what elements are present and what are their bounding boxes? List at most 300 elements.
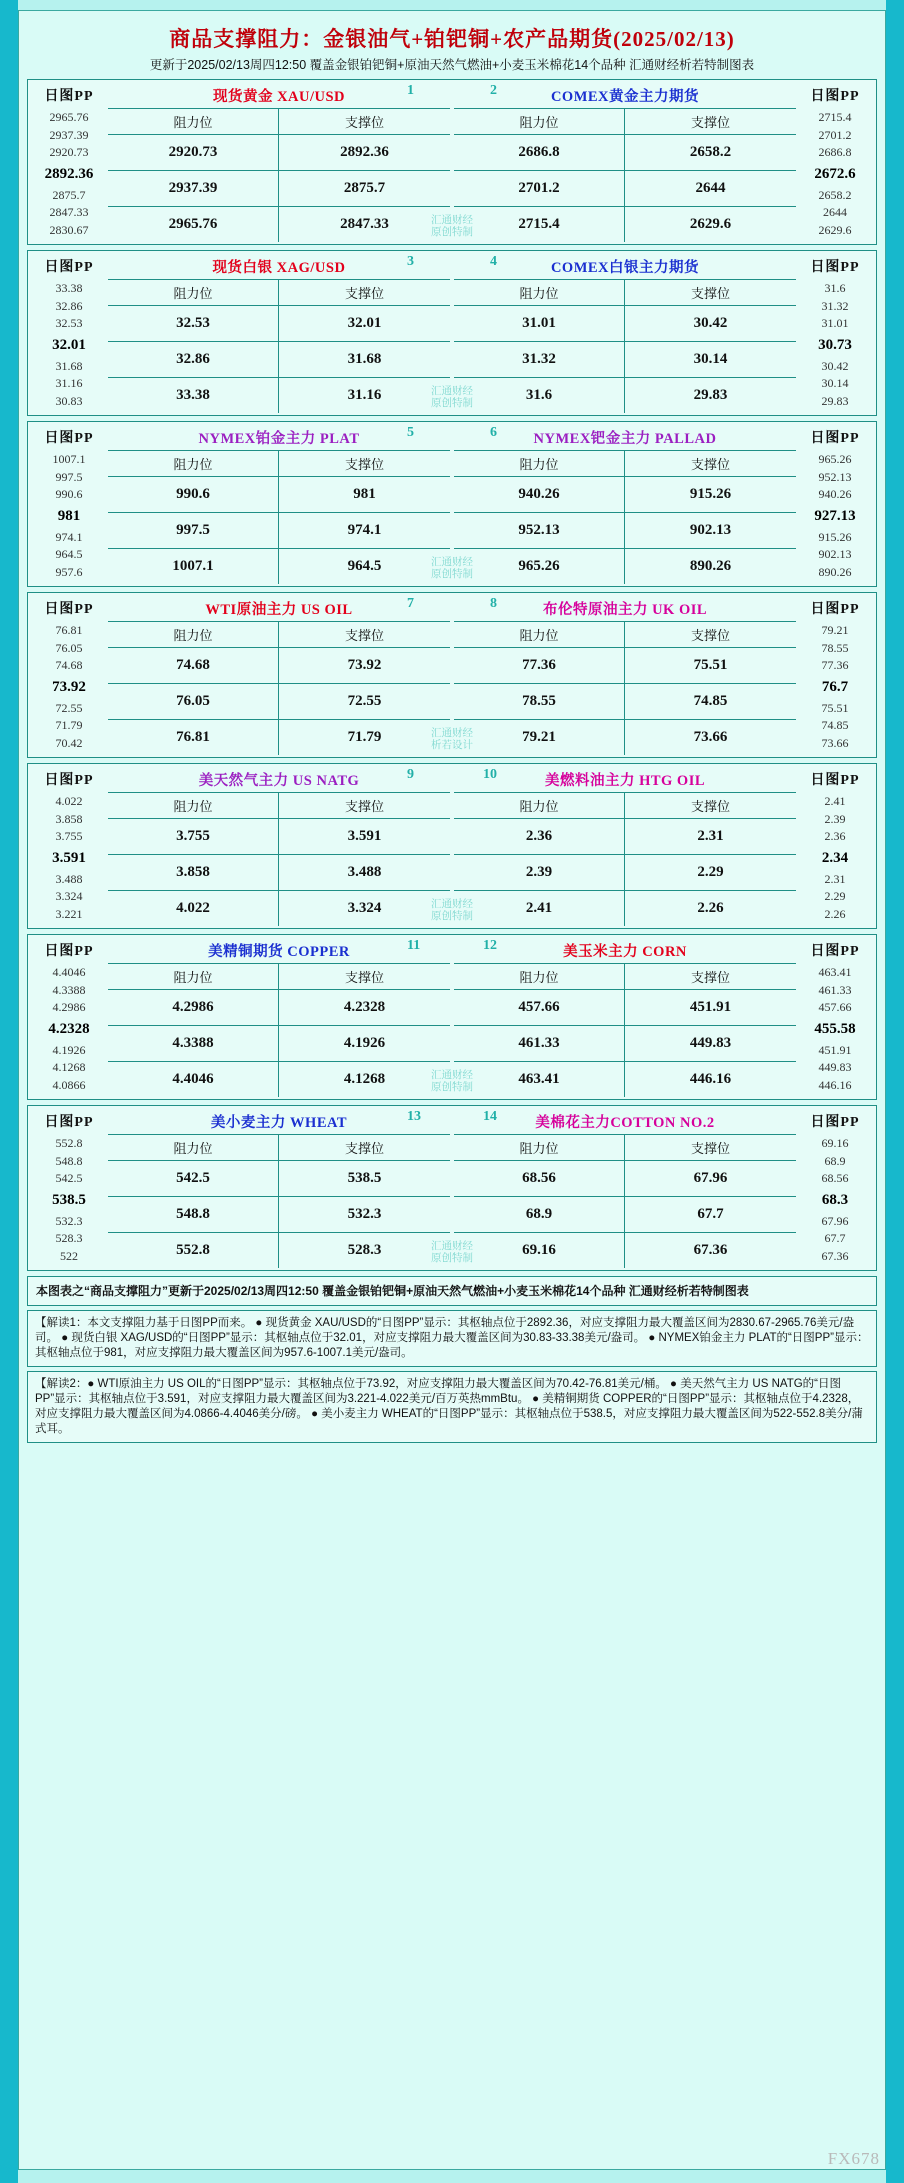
pivot-level-value: 964.5: [55, 547, 83, 562]
support-value: 915.26: [689, 486, 732, 502]
instrument-panel: [28, 935, 452, 1099]
resistance-value: 997.5: [108, 513, 279, 548]
pivot-level-value: 4.0866: [52, 1077, 86, 1092]
instrument-name: 美小麦主力 WHEAT: [210, 1114, 348, 1131]
panel-index: 13: [407, 1109, 421, 1124]
support-value: 2644: [695, 180, 726, 196]
table-row: [108, 719, 450, 755]
pivot-level-value: 2.29: [824, 889, 846, 904]
levels-table: [454, 108, 796, 242]
resistance-value: 77.36: [454, 648, 625, 683]
pivot-levels-column: [30, 1134, 108, 1268]
pivot-level-value: 4.1926: [52, 1042, 86, 1057]
panel-index: 9: [407, 767, 414, 782]
pivot-level-value: 1007.1: [52, 452, 86, 466]
pivot-level-value: 451.91: [818, 1042, 852, 1057]
table-row: [108, 134, 450, 170]
pivot-level-value: 31.6: [824, 281, 846, 295]
pivot-level-value: 4.3388: [52, 982, 86, 997]
pivot-level-value: 2847.33: [49, 205, 89, 220]
watermark: 汇通财经 析若设计: [431, 727, 473, 751]
pivot-level-value: 457.66: [818, 1000, 852, 1015]
pivot-point-value: 981: [57, 507, 81, 524]
pivot-level-value: 552.8: [55, 1136, 83, 1150]
pp-label: 日图PP: [44, 944, 94, 959]
support-value: 890.26: [689, 558, 732, 574]
pivot-level-value: 78.55: [821, 640, 849, 655]
column-header-support: 支撑位: [690, 286, 730, 301]
resistance-value: 1007.1: [108, 549, 279, 584]
table-header-row: [108, 621, 450, 647]
pivot-point-value: 4.2328: [48, 1020, 90, 1037]
table-header-row: [454, 108, 796, 134]
instrument-name: 现货白银 XAG/USD: [212, 259, 346, 276]
resistance-value: 463.41: [454, 1062, 625, 1097]
pivot-level-value: 965.26: [818, 452, 852, 466]
pivot-levels-column: [796, 621, 874, 755]
table-row: [454, 818, 796, 854]
table-header-row: [454, 621, 796, 647]
column-header-support: 支撑位: [690, 628, 730, 643]
resistance-value: 2.39: [454, 855, 625, 890]
support-value: 532.3: [347, 1206, 382, 1222]
resistance-value: 552.8: [108, 1233, 279, 1268]
table-header-row: [454, 963, 796, 989]
table-header-row: [108, 108, 450, 134]
watermark: 汇通财经 原创特制: [431, 1240, 473, 1264]
resistance-value: 4.022: [108, 891, 279, 926]
pivot-level-value: 3.858: [55, 811, 83, 826]
support-value: 3.488: [347, 864, 382, 880]
resistance-value: 76.81: [108, 720, 279, 755]
column-header-support: 支撑位: [344, 115, 384, 130]
column-header-resistance: 阻力位: [454, 964, 625, 989]
support-value: 75.51: [693, 657, 728, 673]
levels-table: [454, 1134, 796, 1268]
pivot-point-value: 538.5: [52, 1191, 86, 1208]
table-row: [108, 647, 450, 683]
resistance-value: 4.2986: [108, 990, 279, 1025]
table-row: [454, 1061, 796, 1097]
table-row: [108, 854, 450, 890]
pivot-level-value: 532.3: [55, 1213, 83, 1228]
resistance-value: 3.858: [108, 855, 279, 890]
pivot-level-value: 2937.39: [49, 127, 89, 142]
column-header-support: 支撑位: [344, 628, 384, 643]
page-subtitle: 更新于2025/02/13周四12:50 覆盖金银铂钯铜+原油天然气燃油+小麦玉米棉花14个品种 汇通财经析若特制图表: [149, 58, 755, 72]
table-header-row: [454, 279, 796, 305]
support-value: 73.92: [347, 657, 382, 673]
table-row: [108, 476, 450, 512]
table-row: [108, 1196, 450, 1232]
instrument-panel: [28, 251, 452, 415]
panel-pair: [27, 421, 877, 587]
pivot-level-value: 29.83: [821, 393, 849, 408]
pp-label: 日图PP: [810, 260, 860, 275]
instrument-name: WTI原油主力 US OIL: [205, 601, 353, 618]
panel-index: 6: [490, 425, 497, 440]
support-value: 528.3: [347, 1242, 382, 1258]
panel-index: 3: [407, 254, 414, 269]
table-row: [108, 206, 450, 242]
pivot-level-value: 31.01: [821, 316, 849, 331]
table-row: [454, 377, 796, 413]
instrument-name: NYMEX钯金主力 PALLAD: [533, 430, 717, 447]
pivot-levels-column: [796, 108, 874, 242]
resistance-value: 32.53: [108, 306, 279, 341]
resistance-value: 965.26: [454, 549, 625, 584]
resistance-value: 2965.76: [108, 207, 279, 242]
resistance-value: 2.41: [454, 891, 625, 926]
resistance-value: 990.6: [108, 477, 279, 512]
pivot-level-value: 32.53: [55, 316, 83, 331]
table-row: [454, 1160, 796, 1196]
table-row: [454, 206, 796, 242]
panel-pair: [27, 1105, 877, 1271]
levels-table: [108, 279, 450, 413]
pivot-levels-column: [30, 621, 108, 755]
table-row: [454, 890, 796, 926]
pivot-level-value: 957.6: [55, 564, 83, 579]
column-header-resistance: 阻力位: [108, 964, 279, 989]
table-row: [108, 305, 450, 341]
resistance-value: 31.01: [454, 306, 625, 341]
resistance-value: 2937.39: [108, 171, 279, 206]
page-title: 商品支撑阻力：金银油气+铂钯铜+农产品期货(2025/02/13): [169, 27, 735, 51]
pivot-level-value: 449.83: [818, 1060, 852, 1075]
support-value: 4.1268: [343, 1071, 386, 1087]
levels-table: [108, 621, 450, 755]
support-value: 72.55: [347, 693, 382, 709]
pivot-point-value: 2672.6: [814, 165, 856, 182]
table-row: [454, 854, 796, 890]
table-row: [454, 341, 796, 377]
pivot-level-value: 446.16: [818, 1077, 852, 1092]
panel-index: 10: [483, 767, 497, 782]
watermark: 汇通财经 原创特制: [431, 385, 473, 409]
resistance-value: 3.755: [108, 819, 279, 854]
instrument-panel: [452, 764, 876, 928]
pivot-level-value: 952.13: [818, 469, 852, 484]
resistance-value: 4.4046: [108, 1062, 279, 1097]
pp-label: 日图PP: [810, 89, 860, 104]
resistance-value: 32.86: [108, 342, 279, 377]
pp-label: 日图PP: [44, 89, 94, 104]
instrument-name: COMEX白银主力期货: [550, 259, 700, 276]
instrument-panel: [28, 80, 452, 244]
pivot-level-value: 68.56: [821, 1171, 849, 1186]
watermark: 汇通财经 原创特制: [431, 898, 473, 922]
instrument-panel: [28, 593, 452, 757]
watermark: 汇通财经 原创特制: [431, 556, 473, 580]
pivot-level-value: 69.16: [821, 1136, 849, 1150]
column-header-resistance: 阻力位: [454, 793, 625, 818]
resistance-value: 76.05: [108, 684, 279, 719]
instrument-name: 美玉米主力 CORN: [563, 943, 687, 960]
pivot-level-value: 74.85: [821, 718, 849, 733]
column-header-support: 支撑位: [344, 457, 384, 472]
pivot-levels-column: [30, 963, 108, 1097]
column-header-resistance: 阻力位: [454, 280, 625, 305]
resistance-value: 461.33: [454, 1026, 625, 1061]
resistance-value: 542.5: [108, 1161, 279, 1196]
comment-1: 【解读1：本文支撑阻力基于日图PP而来。 ● 现货黄金 XAU/USD的“日图PP”显示：其枢轴点位于2892.36，对应支撑阻力最大覆盖区间为2830.67-2965.76美元/盎司。 ● 现货白银 XAG/USD的“日图PP”显示：其枢轴点位于32.01，对应支撑阻力最大覆盖区间为30.83-33.38美元/盎司。 ● NYMEX铂金主力 PLAT的“日图PP”显示：其枢轴点位于981，对应支撑阻力最大覆盖区间为957.6-1007.1美元/盎司。: [27, 1310, 877, 1367]
pivot-point-value: 73.92: [52, 678, 86, 695]
pivot-point-value: 2.34: [821, 849, 849, 866]
pivot-level-value: 2830.67: [49, 222, 89, 237]
table-row: [454, 989, 796, 1025]
support-value: 31.68: [347, 351, 382, 367]
pp-label: 日图PP: [44, 1115, 94, 1130]
resistance-value: 74.68: [108, 648, 279, 683]
panel-index: 1: [407, 83, 414, 98]
pivot-level-value: 3.324: [55, 889, 83, 904]
pivot-point-value: 76.7: [821, 678, 849, 695]
table-row: [454, 305, 796, 341]
support-value: 2.26: [697, 900, 724, 916]
table-row: [108, 341, 450, 377]
panel-index: 2: [490, 83, 497, 98]
pivot-point-value: 32.01: [52, 336, 86, 353]
support-value: 446.16: [689, 1071, 732, 1087]
support-value: 2658.2: [689, 144, 732, 160]
pivot-level-value: 32.86: [55, 298, 83, 313]
support-value: 2875.7: [343, 180, 386, 196]
pivot-level-value: 463.41: [818, 965, 852, 979]
pivot-level-value: 3.221: [55, 906, 83, 921]
pivot-point-value: 2892.36: [44, 165, 94, 182]
column-header-resistance: 阻力位: [454, 622, 625, 647]
panel-pair: [27, 592, 877, 758]
pivot-level-value: 2920.73: [49, 145, 89, 160]
levels-table: [108, 450, 450, 584]
pivot-levels-column: [796, 963, 874, 1097]
levels-table: [454, 450, 796, 584]
support-value: 974.1: [347, 522, 382, 538]
pivot-level-value: 2715.4: [818, 110, 852, 124]
resistance-value: 457.66: [454, 990, 625, 1025]
table-row: [454, 1232, 796, 1268]
pivot-level-value: 72.55: [55, 700, 83, 715]
pivot-level-value: 542.5: [55, 1171, 83, 1186]
support-value: 67.36: [693, 1242, 728, 1258]
column-header-resistance: 阻力位: [108, 793, 279, 818]
panel-pair: [27, 934, 877, 1100]
support-value: 74.85: [693, 693, 728, 709]
instrument-name: NYMEX铂金主力 PLAT: [198, 430, 360, 447]
instrument-name: 美棉花主力COTTON NO.2: [535, 1114, 715, 1131]
column-header-support: 支撑位: [690, 1141, 730, 1156]
support-value: 3.324: [347, 900, 382, 916]
pivot-level-value: 2701.2: [818, 127, 852, 142]
pivot-point-value: 455.58: [814, 1020, 856, 1037]
pivot-level-value: 2.39: [824, 811, 846, 826]
instrument-name: 美精铜期货 COPPER: [208, 943, 350, 960]
pivot-level-value: 31.16: [55, 376, 83, 391]
table-row: [454, 548, 796, 584]
levels-table: [108, 963, 450, 1097]
pivot-level-value: 2686.8: [818, 145, 852, 160]
pivot-point-value: 927.13: [814, 507, 856, 524]
support-value: 30.42: [693, 315, 728, 331]
support-value: 67.96: [693, 1170, 728, 1186]
table-row: [108, 1025, 450, 1061]
table-row: [108, 1061, 450, 1097]
table-row: [108, 890, 450, 926]
pivot-level-value: 70.42: [55, 735, 83, 750]
levels-table: [454, 621, 796, 755]
table-row: [454, 134, 796, 170]
support-value: 981: [353, 486, 376, 502]
pivot-level-value: 522: [60, 1248, 78, 1263]
table-header-row: [454, 1134, 796, 1160]
pivot-level-value: 915.26: [818, 529, 852, 544]
column-header-resistance: 阻力位: [454, 1135, 625, 1160]
instrument-name: 美天然气主力 US NATG: [198, 772, 360, 789]
pp-label: 日图PP: [44, 431, 94, 446]
support-value: 71.79: [347, 729, 382, 745]
support-value: 2.31: [697, 828, 724, 844]
instrument-name: 美燃料油主力 HTG OIL: [544, 772, 706, 789]
support-value: 2847.33: [340, 216, 389, 232]
column-header-support: 支撑位: [690, 115, 730, 130]
pivot-level-value: 890.26: [818, 564, 852, 579]
resistance-value: 4.3388: [108, 1026, 279, 1061]
resistance-value: 68.9: [454, 1197, 625, 1232]
instrument-name: 现货黄金 XAU/USD: [212, 88, 346, 105]
pivot-level-value: 4.1268: [52, 1060, 86, 1075]
table-row: [454, 647, 796, 683]
column-header-resistance: 阻力位: [108, 1135, 279, 1160]
resistance-value: 2.36: [454, 819, 625, 854]
table-row: [108, 512, 450, 548]
instrument-name: COMEX黄金主力期货: [550, 88, 700, 105]
pivot-level-value: 77.36: [821, 658, 849, 673]
pivot-level-value: 2965.76: [49, 110, 89, 124]
pivot-level-value: 902.13: [818, 547, 852, 562]
resistance-value: 78.55: [454, 684, 625, 719]
pivot-level-value: 974.1: [55, 529, 83, 544]
resistance-value: 31.6: [454, 378, 625, 413]
table-row: [108, 548, 450, 584]
pivot-level-value: 2.26: [824, 906, 846, 921]
pivot-level-value: 461.33: [818, 982, 852, 997]
instrument-panel: [452, 80, 876, 244]
table-header-row: [108, 963, 450, 989]
table-header-row: [454, 792, 796, 818]
pp-label: 日图PP: [44, 602, 94, 617]
table-header-row: [108, 792, 450, 818]
resistance-value: 68.56: [454, 1161, 625, 1196]
resistance-value: 31.32: [454, 342, 625, 377]
pivot-level-value: 3.755: [55, 829, 83, 844]
panel-index: 12: [483, 938, 497, 953]
pivot-level-value: 997.5: [55, 469, 83, 484]
table-header-row: [108, 450, 450, 476]
table-row: [108, 377, 450, 413]
levels-table: [108, 1134, 450, 1268]
column-header-resistance: 阻力位: [454, 451, 625, 476]
column-header-support: 支撑位: [690, 970, 730, 985]
support-value: 73.66: [693, 729, 728, 745]
pivot-levels-column: [30, 279, 108, 413]
pivot-level-value: 33.38: [55, 281, 83, 295]
pivot-level-value: 74.68: [55, 658, 83, 673]
pivot-level-value: 31.68: [55, 358, 83, 373]
resistance-value: 940.26: [454, 477, 625, 512]
panel-index: 11: [407, 938, 421, 953]
pivot-level-value: 75.51: [821, 700, 849, 715]
levels-table: [454, 792, 796, 926]
support-value: 31.16: [347, 387, 382, 403]
pivot-level-value: 30.42: [821, 358, 849, 373]
pivot-level-value: 940.26: [818, 487, 852, 502]
instrument-panel: [452, 251, 876, 415]
table-row: [108, 1160, 450, 1196]
support-value: 2892.36: [340, 144, 389, 160]
column-header-support: 支撑位: [344, 970, 384, 985]
panel-pair: [27, 763, 877, 929]
pivot-level-value: 4.022: [55, 794, 83, 808]
pivot-level-value: 990.6: [55, 487, 83, 502]
table-header-row: [108, 279, 450, 305]
table-row: [454, 476, 796, 512]
pivot-point-value: 3.591: [52, 849, 86, 866]
pivot-level-value: 2.31: [824, 871, 846, 886]
table-row: [108, 1232, 450, 1268]
support-value: 449.83: [689, 1035, 732, 1051]
pivot-levels-column: [796, 792, 874, 926]
resistance-value: 2920.73: [108, 135, 279, 170]
resistance-value: 2715.4: [454, 207, 625, 242]
levels-table: [108, 108, 450, 242]
column-header-resistance: 阻力位: [454, 109, 625, 134]
pivot-level-value: 73.66: [821, 735, 849, 750]
brand-tag: FX678: [827, 2149, 880, 2168]
resistance-value: 69.16: [454, 1233, 625, 1268]
pivot-level-value: 79.21: [821, 623, 849, 637]
table-row: [454, 683, 796, 719]
pivot-level-value: 4.4046: [52, 965, 86, 979]
pp-label: 日图PP: [810, 773, 860, 788]
column-header-resistance: 阻力位: [108, 280, 279, 305]
table-row: [454, 512, 796, 548]
instrument-panel: [452, 1106, 876, 1270]
pp-label: 日图PP: [810, 431, 860, 446]
table-row: [454, 1196, 796, 1232]
column-header-support: 支撑位: [344, 1141, 384, 1156]
support-value: 451.91: [689, 999, 732, 1015]
pivot-level-value: 68.9: [824, 1153, 846, 1168]
levels-table: [454, 963, 796, 1097]
instrument-panel: [452, 422, 876, 586]
support-value: 4.1926: [343, 1035, 386, 1051]
pivot-level-value: 2.41: [824, 794, 846, 808]
pivot-levels-column: [30, 450, 108, 584]
support-value: 67.7: [697, 1206, 724, 1222]
instrument-panel: [28, 1106, 452, 1270]
footer-note: 本图表之“商品支撑阻力”更新于2025/02/13周四12:50 覆盖金银铂钯铜+原油天然气燃油+小麦玉米棉花14个品种 汇通财经析若特制图表: [27, 1276, 877, 1306]
pivot-level-value: 71.79: [55, 718, 83, 733]
instrument-panel: [28, 422, 452, 586]
pivot-level-value: 76.81: [55, 623, 83, 637]
pp-label: 日图PP: [810, 944, 860, 959]
column-header-support: 支撑位: [344, 799, 384, 814]
pivot-levels-column: [796, 1134, 874, 1268]
pivot-level-value: 2.36: [824, 829, 846, 844]
instrument-panel: [452, 593, 876, 757]
panel-index: 5: [407, 425, 414, 440]
